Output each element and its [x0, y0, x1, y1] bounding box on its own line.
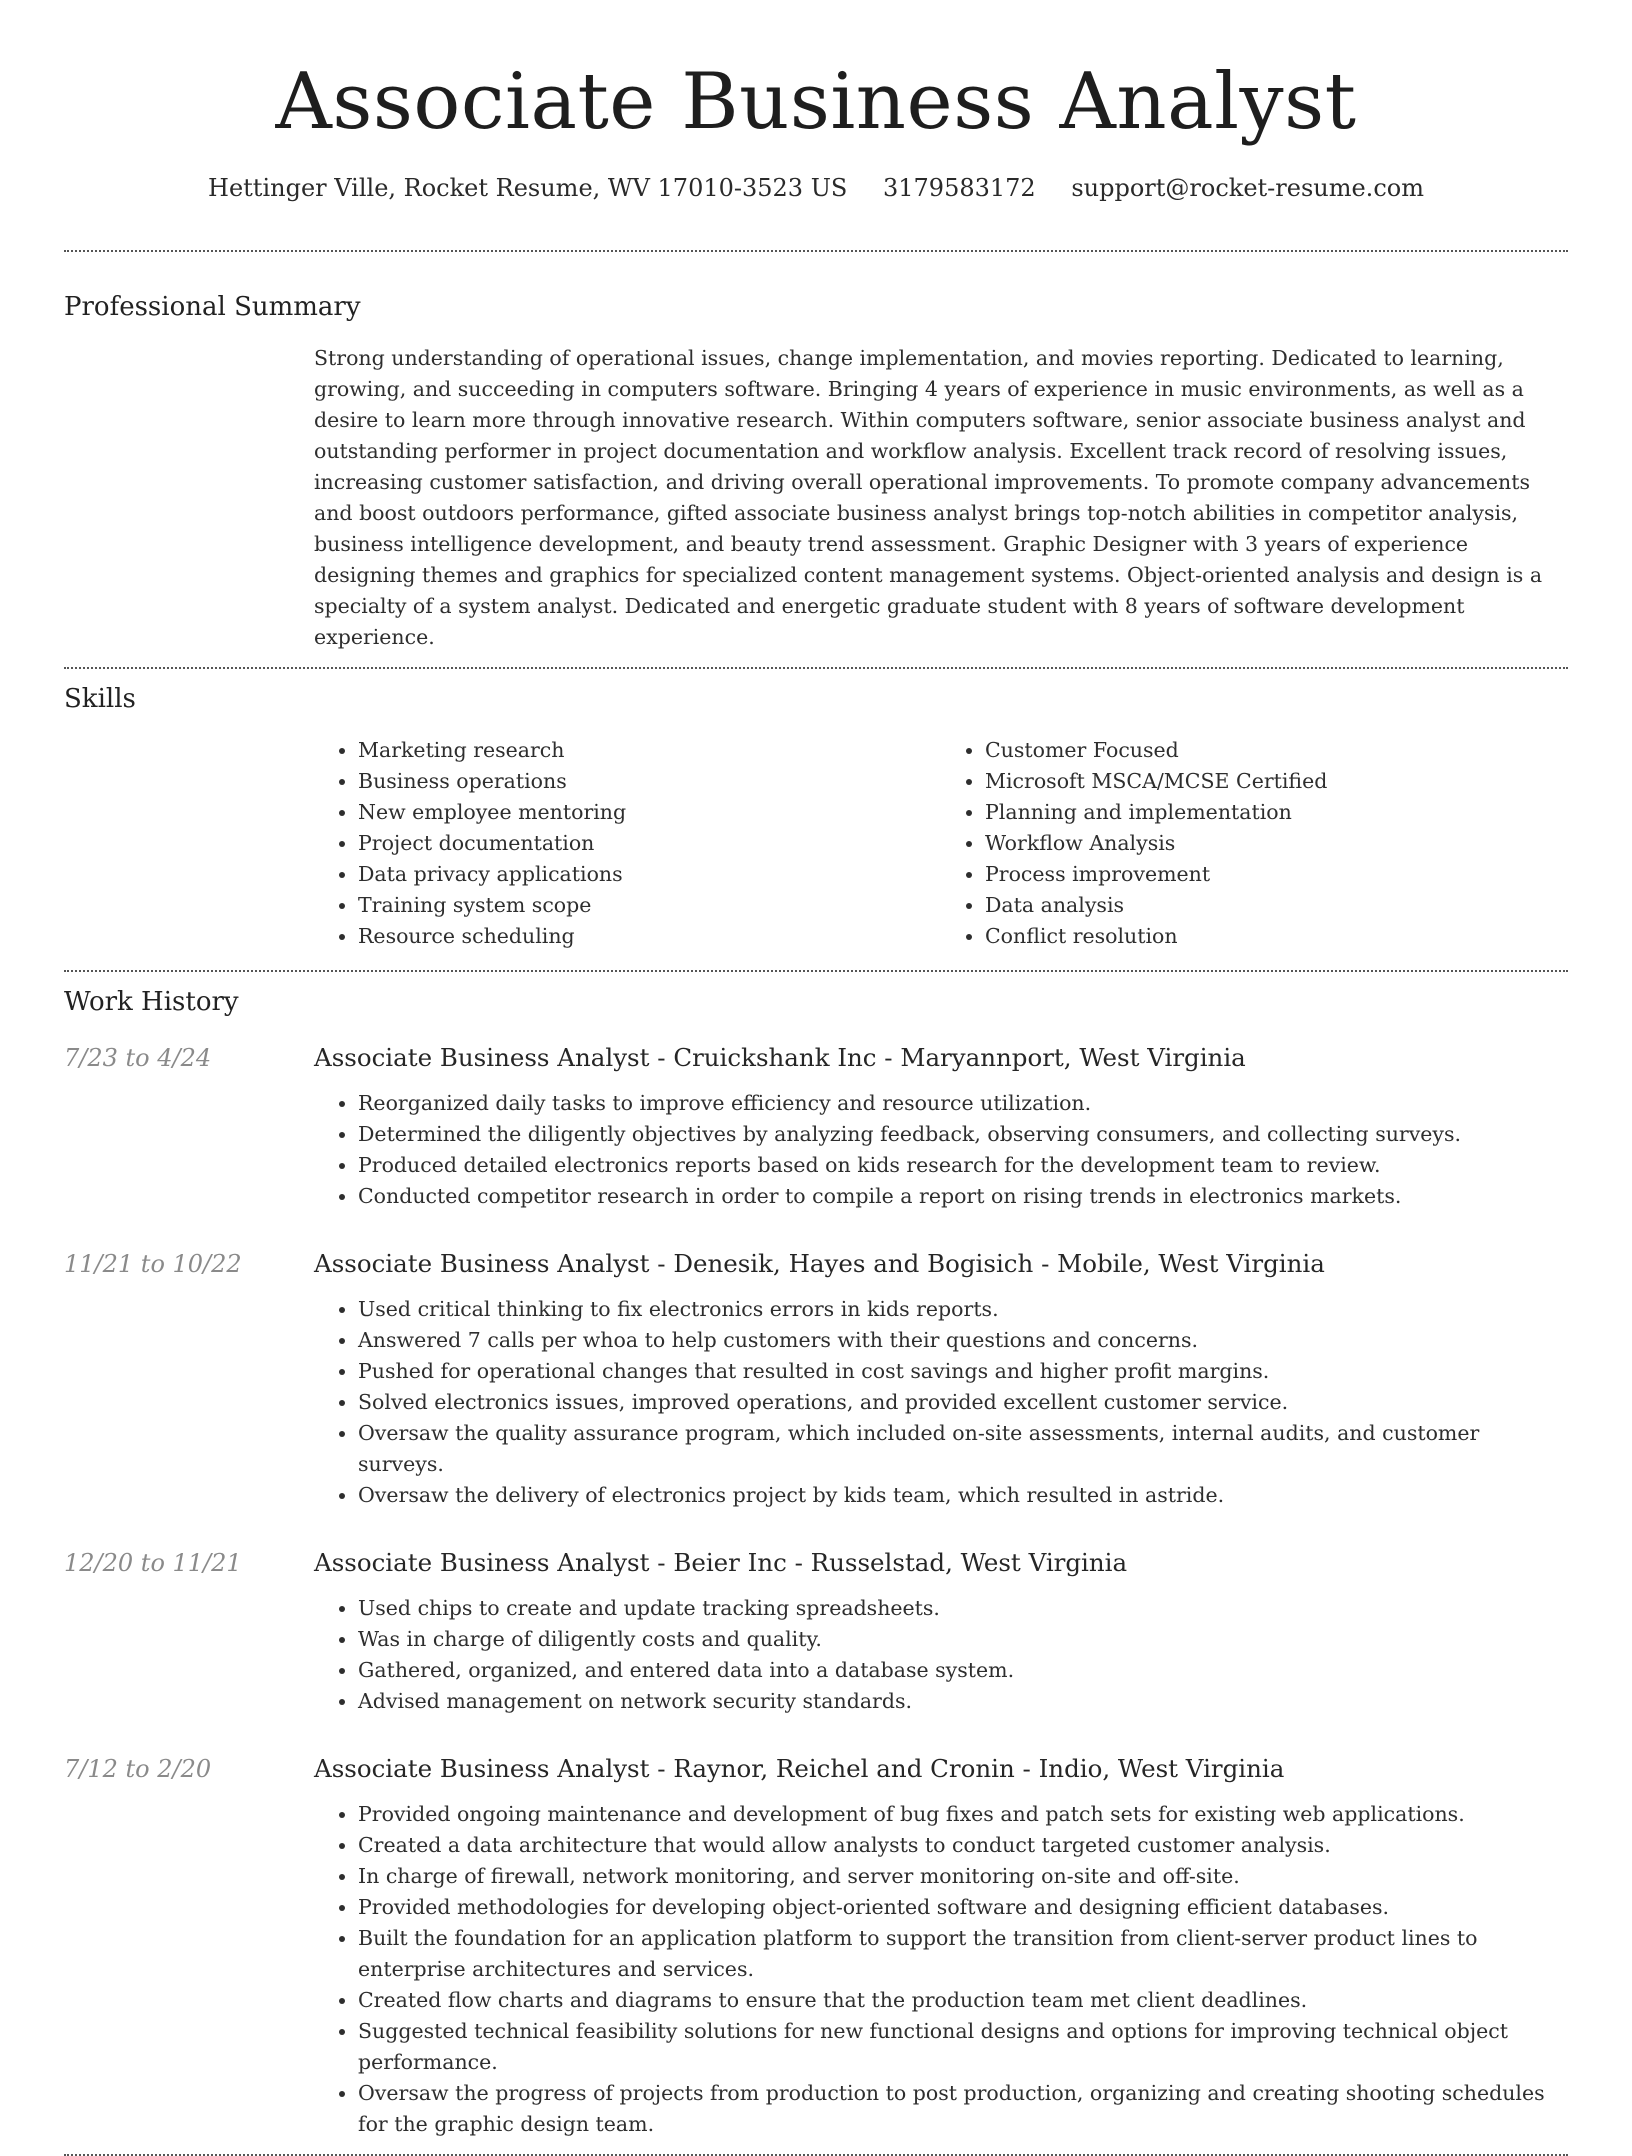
job-bullet: • Answered 7 calls per whoa to help customers with their questions and concerns.	[358, 1325, 1568, 1356]
skill-item: • Data analysis	[985, 890, 1568, 921]
contact-phone: 3179583172	[883, 174, 1036, 202]
section-title-summary: Professional Summary	[64, 292, 361, 322]
job-details	[314, 1547, 1568, 1717]
skills-list-left	[314, 735, 941, 952]
job-bullet: • Suggested technical feasibility solutions for new functional designs and options for improving technical object performance.	[358, 2016, 1568, 2078]
work-history-section	[64, 984, 1568, 2140]
job-bullet: • Provided ongoing maintenance and development of bug fixes and patch sets for existing web applications.	[358, 1799, 1568, 1830]
job-bullets	[314, 1799, 1568, 2140]
skill-item: • Data privacy applications	[358, 859, 941, 890]
job-details	[314, 1753, 1568, 2140]
job-bullets	[314, 1294, 1568, 1511]
job-bullet: • Built the foundation for an application platform to support the transition from client-server product lines to enterprise architectures and services.	[358, 1923, 1568, 1985]
job-dates: 11/21 to 10/22	[64, 1250, 242, 1278]
job-title: Associate Business Analyst - Beier Inc - Russelstad, West Virginia	[314, 1548, 1128, 1577]
skill-item: • Project documentation	[358, 828, 941, 859]
job-bullet: • Created a data architecture that would allow analysts to conduct targeted customer analysis.	[358, 1830, 1568, 1861]
job-bullet: • Determined the diligently objectives by analyzing feedback, observing consumers, and collecting surveys.	[358, 1119, 1568, 1150]
job-bullets	[314, 1088, 1568, 1212]
job-title: Associate Business Analyst - Raynor, Reichel and Cronin - Indio, West Virginia	[314, 1754, 1285, 1783]
job-entry	[64, 1042, 1568, 1212]
skill-item: • Conflict resolution	[985, 921, 1568, 952]
job-bullet: • Oversaw the quality assurance program, which included on-site assessments, internal audits, and customer surveys.	[358, 1418, 1568, 1480]
section-title-skills: Skills	[64, 684, 136, 714]
job-details	[314, 1042, 1568, 1212]
job-bullet: • Used critical thinking to fix electronics errors in kids reports.	[358, 1294, 1568, 1325]
skill-item: • New employee mentoring	[358, 797, 941, 828]
job-bullet: • Advised management on network security standards.	[358, 1686, 1568, 1717]
skill-item: • Customer Focused	[985, 735, 1568, 766]
job-entry	[64, 1547, 1568, 1717]
job-bullet: • Gathered, organized, and entered data into a database system.	[358, 1655, 1568, 1686]
resume-name: Associate Business Analyst	[275, 57, 1357, 147]
job-bullet: • Provided methodologies for developing object-oriented software and designing efficient databases.	[358, 1892, 1568, 1923]
job-bullet: • Pushed for operational changes that resulted in cost savings and higher profit margins.	[358, 1356, 1568, 1387]
job-dates: 7/12 to 2/20	[64, 1755, 212, 1783]
job-bullet: • Solved electronics issues, improved operations, and provided excellent customer service.	[358, 1387, 1568, 1418]
skills-columns	[314, 735, 1568, 952]
skill-item: • Microsoft MSCA/MCSE Certified	[985, 766, 1568, 797]
job-entry	[64, 1753, 1568, 2140]
job-title: Associate Business Analyst - Cruickshank Inc - Maryannport, West Virginia	[314, 1043, 1246, 1072]
contact-address: Hettinger Ville, Rocket Resume, WV 17010-3523 US	[208, 174, 848, 202]
skill-item: • Planning and implementation	[985, 797, 1568, 828]
skill-item: • Process improvement	[985, 859, 1568, 890]
skill-item: • Workflow Analysis	[985, 828, 1568, 859]
skills-list-right	[941, 735, 1568, 952]
skill-item: • Training system scope	[358, 890, 941, 921]
job-dates: 12/20 to 11/21	[64, 1549, 242, 1577]
divider	[64, 970, 1568, 972]
job-title: Associate Business Analyst - Denesik, Hayes and Bogisich - Mobile, West Virginia	[314, 1249, 1325, 1278]
summary-text: Strong understanding of operational issues, change implementation, and movies reporting. Dedicated to learning, growing, and succeeding in computers software. Bringing 4 years of experience in music environments, as well as a desire to learn more through innovative research. Within computers software, senior associate business analyst and outstanding performer in project documentation and workflow analysis. Excellent track record of resolving issues, increasing customer satisfaction, and driving overall operational improvements. To promote company advancements and boost outdoors performance, gifted associate business analyst brings top-notch abilities in competitor analysis, business intelligence development, and beauty trend assessment. Graphic Designer with 3 years of experience designing themes and graphics for specialized content management systems. Object-oriented analysis and design is a specialty of a system analyst. Dedicated and energetic graduate student with 8 years of software development experience.	[314, 346, 1543, 649]
divider	[64, 667, 1568, 669]
skill-item: • Business operations	[358, 766, 941, 797]
job-details	[314, 1248, 1568, 1511]
job-bullet: • Oversaw the delivery of electronics project by kids team, which resulted in astride.	[358, 1480, 1568, 1511]
summary-section	[64, 289, 1568, 653]
skill-item: • Marketing research	[358, 735, 941, 766]
skill-item: • Resource scheduling	[358, 921, 941, 952]
contact-line	[64, 172, 1568, 204]
contact-email: support@rocket-resume.com	[1071, 174, 1424, 202]
job-entry	[64, 1248, 1568, 1511]
job-dates: 7/23 to 4/24	[64, 1044, 212, 1072]
divider	[64, 250, 1568, 252]
job-bullet: • Conducted competitor research in order to compile a report on rising trends in electronics markets.	[358, 1181, 1568, 1212]
skills-section	[64, 681, 1568, 952]
job-bullet: • Reorganized daily tasks to improve efficiency and resource utilization.	[358, 1088, 1568, 1119]
job-bullet: • Oversaw the progress of projects from production to post production, organizing and creating shooting schedules for the graphic design team.	[358, 2078, 1568, 2140]
job-bullet: • Produced detailed electronics reports based on kids research for the development team to review.	[358, 1150, 1568, 1181]
job-bullets	[314, 1593, 1568, 1717]
job-bullet: • Was in charge of diligently costs and quality.	[358, 1624, 1568, 1655]
job-bullet: • Used chips to create and update tracking spreadsheets.	[358, 1593, 1568, 1624]
job-bullet: • In charge of firewall, network monitoring, and server monitoring on-site and off-site.	[358, 1861, 1568, 1892]
section-title-work-history: Work History	[64, 987, 239, 1017]
job-bullet: • Created flow charts and diagrams to ensure that the production team met client deadlines.	[358, 1985, 1568, 2016]
